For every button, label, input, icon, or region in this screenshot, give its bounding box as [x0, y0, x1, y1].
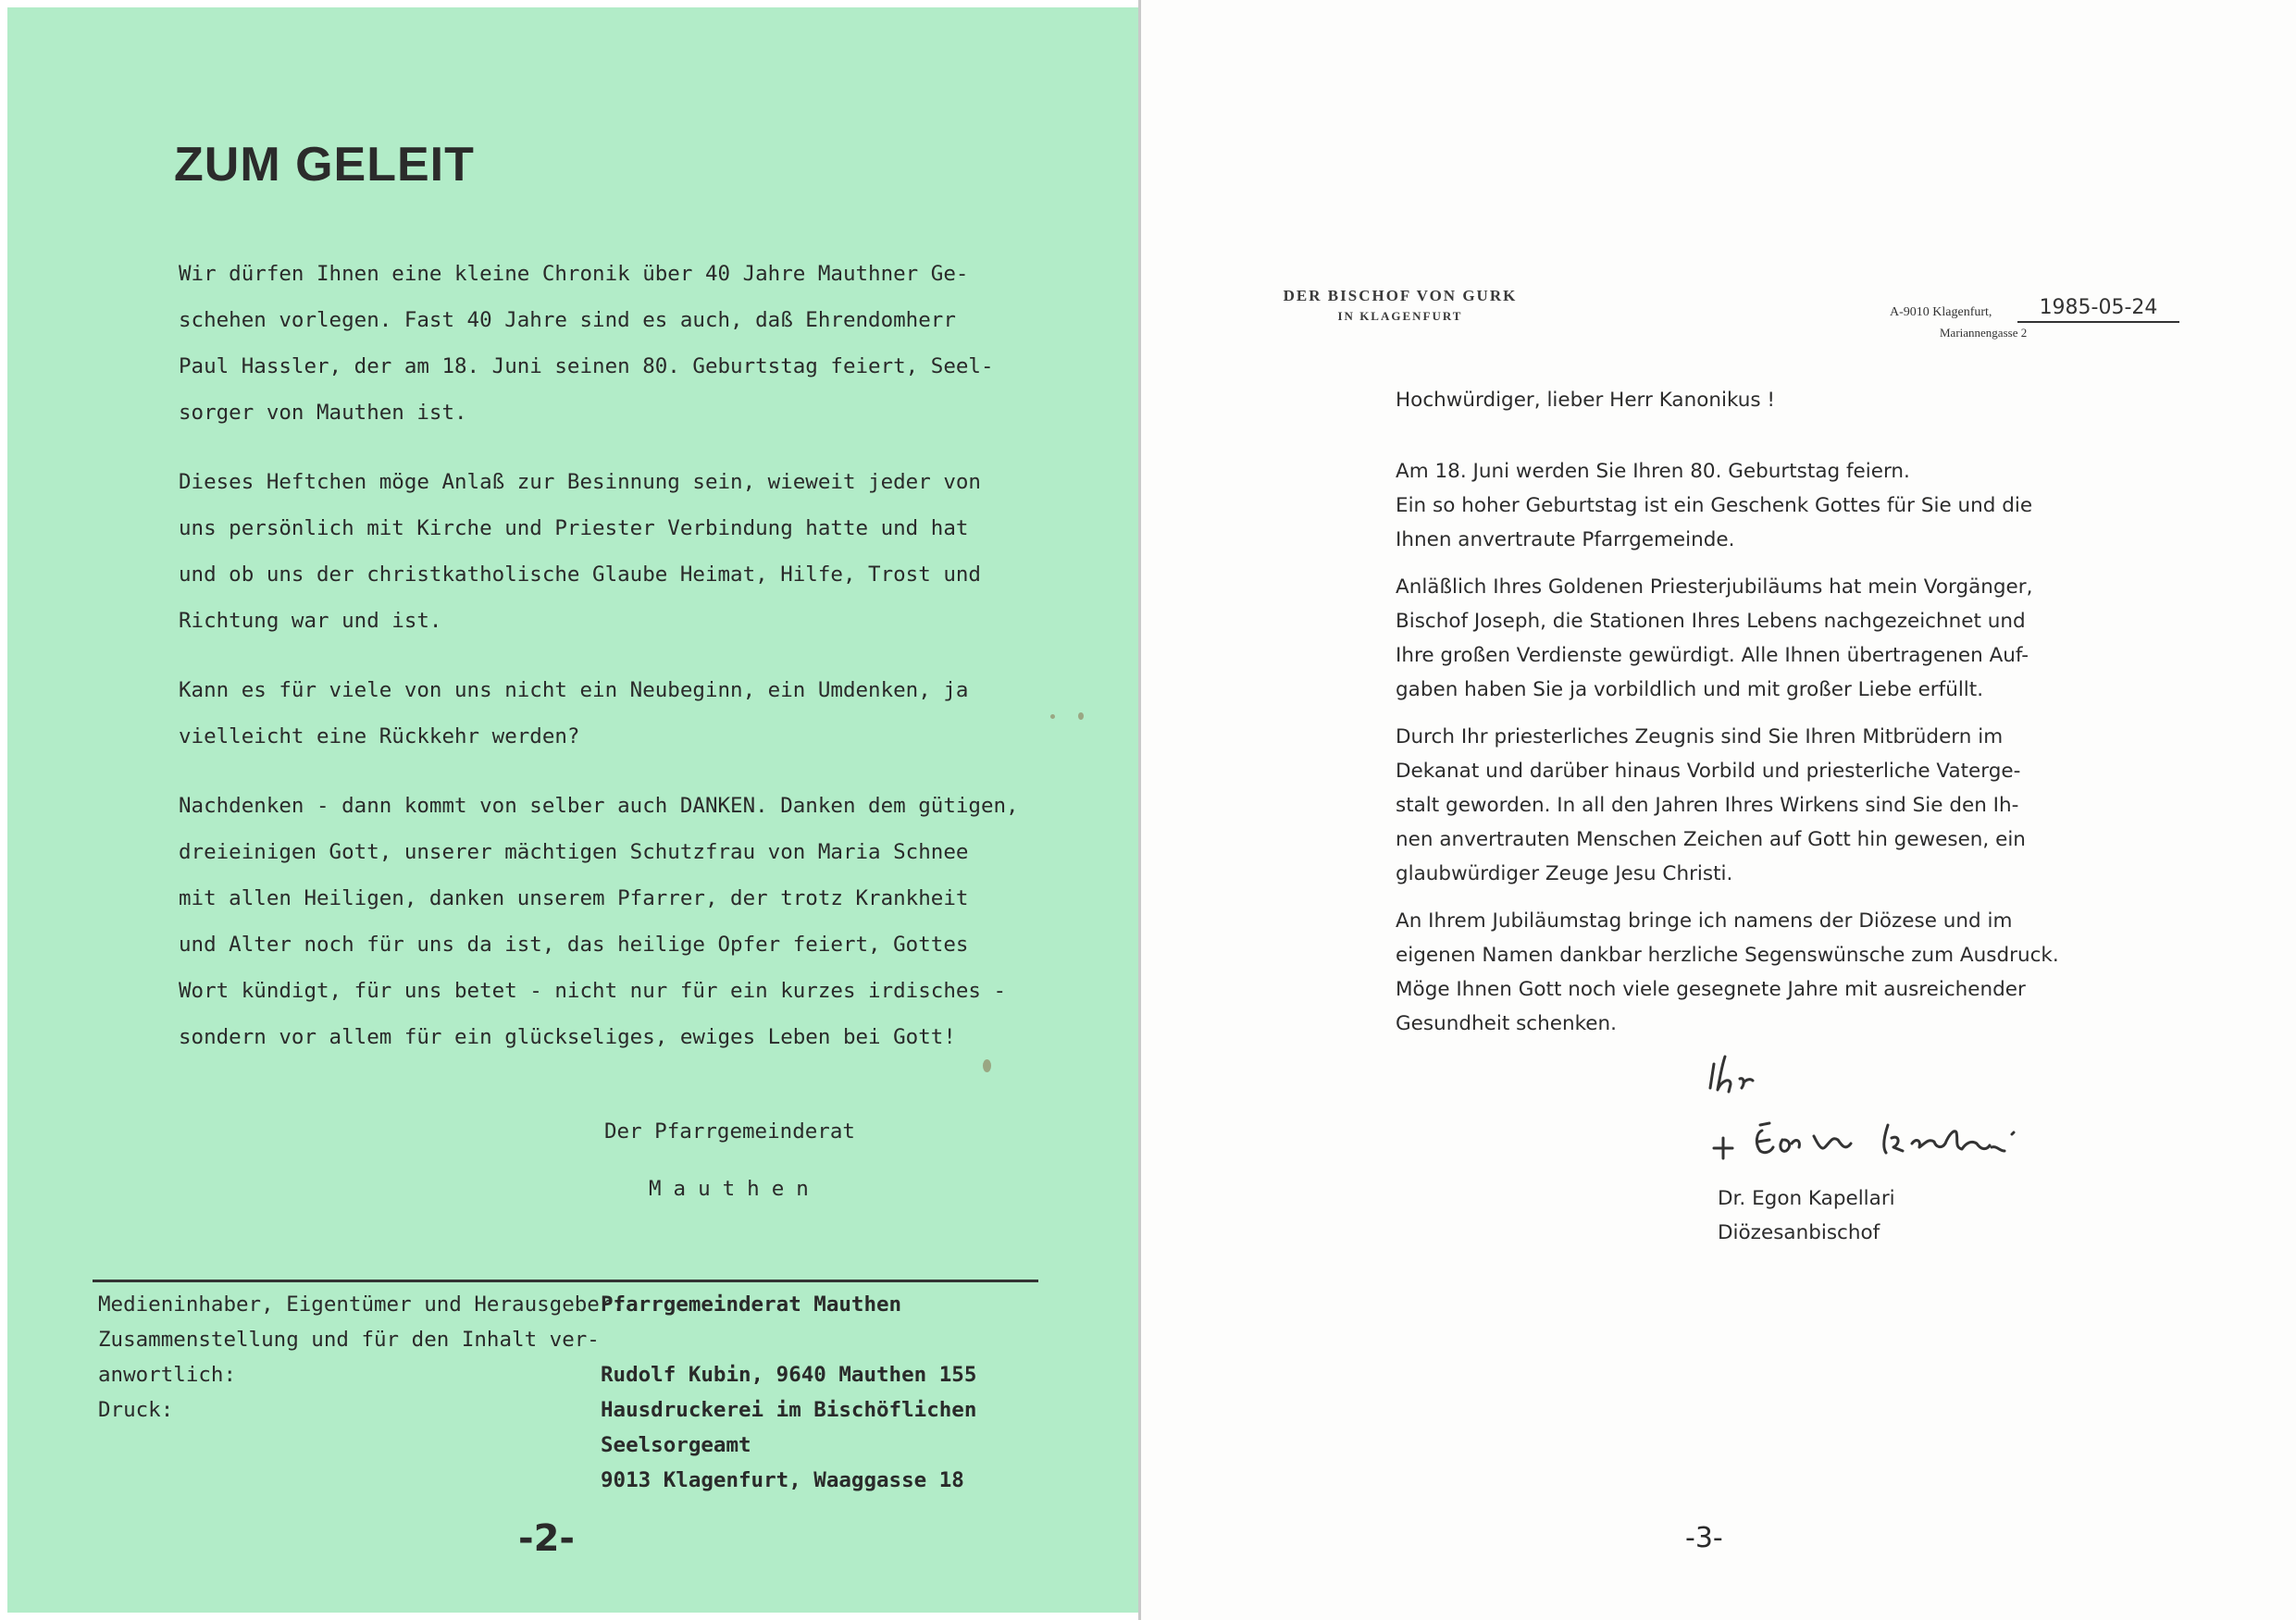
paper-speck: [983, 1059, 991, 1072]
imprint-value: Seelsorgeamt: [601, 1433, 751, 1457]
letterhead-title: DER BISCHOF VON GURK: [1283, 287, 1518, 304]
paragraph-line: und Alter noch für uns da ist, das heilige Opfer feiert, Gottes: [179, 933, 969, 957]
page-heading: ZUM GELEIT: [174, 138, 475, 192]
letter-line: glaubwürdiger Zeuge Jesu Christi.: [1396, 862, 1733, 885]
paragraph-line: mit allen Heiligen, danken unserem Pfarrer, der trotz Krankheit: [179, 886, 969, 910]
paragraph-line: Dieses Heftchen möge Anlaß zur Besinnung sein, wieweit jeder von: [179, 470, 981, 494]
imprint-label: Medieninhaber, Eigentümer und Herausgeber:: [98, 1292, 625, 1317]
paragraph-line: dreieinigen Gott, unserer mächtigen Schutzfrau von Maria Schnee: [179, 840, 969, 864]
imprint-value: 9013 Klagenfurt, Waaggasse 18: [601, 1468, 964, 1492]
signer-title: Diözesanbischof: [1718, 1221, 1880, 1244]
closing-place: Mauthen: [649, 1177, 821, 1201]
letter-line: stalt geworden. In all den Jahren Ihres Wirkens sind Sie den Ih-: [1396, 794, 2019, 817]
letter-line: Ein so hoher Geburtstag ist ein Geschenk Gottes für Sie und die: [1396, 494, 2033, 517]
paragraph-line: Kann es für viele von uns nicht ein Neubeginn, ein Umdenken, ja: [179, 678, 969, 702]
letter-line: Bischof Joseph, die Stationen Ihres Lebens nachgezeichnet und: [1396, 610, 2026, 633]
paragraph-line: vielleicht eine Rückkehr werden?: [179, 724, 580, 748]
letter-line: eigenen Namen dankbar herzliche Segenswünsche zum Ausdruck.: [1396, 944, 2059, 967]
page-number: -3-: [1685, 1522, 1723, 1554]
salutation: Hochwürdiger, lieber Herr Kanonikus !: [1396, 389, 1776, 412]
letter-place: A-9010 Klagenfurt,: [1890, 305, 1992, 319]
handwritten-signature: [1703, 1055, 2073, 1175]
letter-street: Mariannengasse 2: [1940, 326, 2028, 340]
paragraph-line: Wir dürfen Ihnen eine kleine Chronik über 40 Jahre Mauthner Ge-: [179, 262, 969, 286]
letter-line: Möge Ihnen Gott noch viele gesegnete Jahre mit ausreichender: [1396, 978, 2026, 1001]
imprint-label: Zusammenstellung und für den Inhalt ver-: [98, 1328, 600, 1352]
signer-name: Dr. Egon Kapellari: [1718, 1187, 1895, 1210]
page-number: -2-: [518, 1517, 576, 1560]
letter-line: Ihnen anvertraute Pfarrgemeinde.: [1396, 528, 1735, 551]
paragraph-line: Nachdenken - dann kommt von selber auch DANKEN. Danken dem gütigen,: [179, 794, 1019, 818]
letter-line: Ihre großen Verdienste gewürdigt. Alle Ihnen übertragenen Auf-: [1396, 644, 2029, 667]
imprint-value: Rudolf Kubin, 9640 Mauthen 155: [601, 1363, 977, 1387]
paper-speck: [1078, 712, 1084, 720]
letter-date: 1985-05-24: [2017, 296, 2179, 323]
letterhead: [1234, 287, 1567, 324]
imprint-divider: [93, 1280, 1038, 1282]
letter-line: gaben haben Sie ja vorbildlich und mit großer Liebe erfüllt.: [1396, 678, 1984, 701]
letter-line: nen anvertrauten Menschen Zeichen auf Gott hin gewesen, ein: [1396, 828, 2026, 851]
letterhead-subtitle: IN KLAGENFURT: [1337, 309, 1463, 323]
imprint-value: Hausdruckerei im Bischöflichen: [601, 1398, 977, 1422]
imprint-value: Pfarrgemeinderat Mauthen: [601, 1292, 902, 1317]
paper-speck: [1050, 714, 1055, 719]
letter-line: Am 18. Juni werden Sie Ihren 80. Geburtstag feiern.: [1396, 460, 1910, 483]
paragraph-line: sorger von Mauthen ist.: [179, 401, 467, 425]
letter-line: Durch Ihr priesterliches Zeugnis sind Sie Ihren Mitbrüdern im: [1396, 725, 2004, 748]
paragraph-line: sondern vor allem für ein glückseliges, ewiges Leben bei Gott!: [179, 1025, 956, 1049]
imprint-label: Druck:: [98, 1398, 174, 1422]
paragraph-line: und ob uns der christkatholische Glaube Heimat, Hilfe, Trost und: [179, 563, 981, 587]
paragraph-line: schehen vorlegen. Fast 40 Jahre sind es auch, daß Ehrendomherr: [179, 308, 956, 332]
paragraph-line: Wort kündigt, für uns betet - nicht nur für ein kurzes irdisches -: [179, 979, 1007, 1003]
imprint-label: anwortlich:: [98, 1363, 237, 1387]
letter-line: Anläßlich Ihres Goldenen Priesterjubiläums hat mein Vorgänger,: [1396, 575, 2033, 599]
letter-line: An Ihrem Jubiläumstag bringe ich namens der Diözese und im: [1396, 909, 2013, 933]
paragraph-line: uns persönlich mit Kirche und Priester Verbindung hatte und hat: [179, 516, 969, 540]
paragraph-line: Richtung war und ist.: [179, 609, 442, 633]
letter-line: Gesundheit schenken.: [1396, 1012, 1617, 1035]
paragraph-line: Paul Hassler, der am 18. Juni seinen 80. Geburtstag feiert, Seel-: [179, 354, 994, 378]
letter-line: Dekanat und darüber hinaus Vorbild und priesterliche Vaterge-: [1396, 760, 2021, 783]
closing-signature: Der Pfarrgemeinderat: [604, 1119, 855, 1144]
